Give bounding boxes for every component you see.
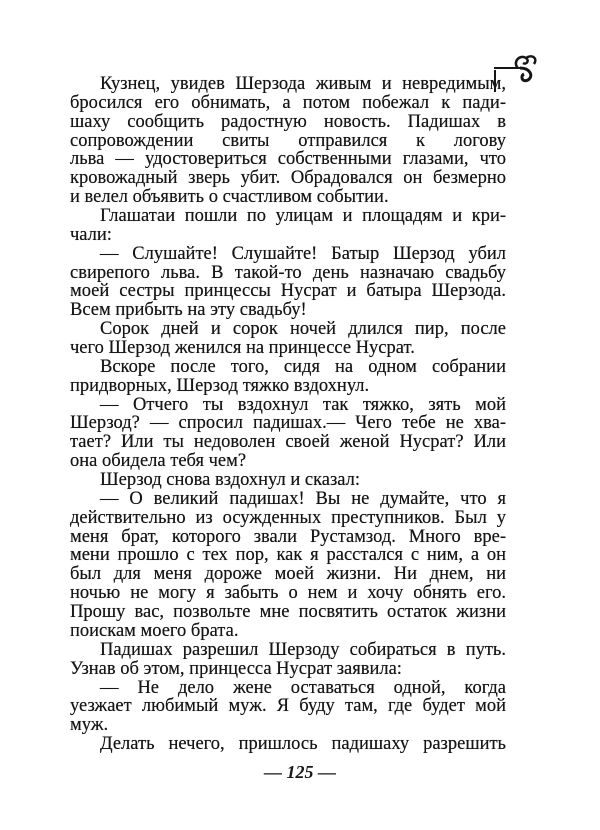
text-line: муж. — [70, 715, 109, 736]
paragraph — [70, 207, 506, 245]
text-line: был для меня дороже моей жизни. Ни днем, ни — [70, 564, 506, 585]
text-line: и велел объявить о счастливом событии. — [70, 187, 389, 208]
text-line: она обидела тебя чем? — [70, 451, 247, 472]
text-line: Глашатаи пошли по улицам и площадям и кри- — [100, 206, 506, 227]
text-line: чали: — [70, 224, 112, 245]
page-text — [70, 75, 506, 754]
text-line: Вскоре после того, сидя на одном собрании — [100, 356, 506, 377]
paragraph — [70, 471, 506, 490]
text-line: действительно из осужденных преступников. Был у — [70, 507, 506, 528]
text-line: уезжает любимый муж. Я буду там, где будет мой — [70, 696, 506, 717]
text-line: Падишах разрешил Шерзоду собираться в путь. — [100, 639, 506, 660]
text-line: Делать нечего, пришлось падишаху разрешить — [100, 734, 506, 755]
paragraph — [70, 75, 506, 207]
text-line: Всем прибыть на эту свадьбу! — [70, 300, 307, 321]
text-line: — О великий падишах! Вы не думайте, что я — [100, 488, 506, 509]
text-line: Шерзод? — спросил падишах.— Чего тебе не хва- — [70, 413, 506, 434]
text-line: Узнав об этом, принцесса Нусрат заявила: — [70, 658, 402, 679]
text-line: Шерзод снова вздохнул и сказал: — [100, 470, 361, 491]
text-line: поискам моего брата. — [70, 620, 239, 641]
paragraph — [70, 358, 506, 396]
text-line: Прошу вас, позвольте мне посвятить остаток жизни — [70, 602, 506, 623]
page-number: — 125 — — [264, 762, 336, 782]
text-line: бросился его обнимать, а потом побежал к пади- — [70, 92, 506, 113]
paragraph — [70, 490, 506, 641]
text-line: мени прошло с тех пор, как я расстался с ним, а он — [70, 545, 506, 566]
text-line: — Не дело жене оставаться одной, когда — [100, 677, 506, 698]
paragraph — [70, 245, 506, 320]
paragraph — [70, 735, 506, 754]
paragraph — [70, 320, 506, 358]
text-line: моей сестры принцессы Нусрат и батыра Шерзода. — [70, 281, 506, 302]
text-line: ночью не могу я забыть о нем и хочу обнять его. — [70, 583, 506, 604]
paragraph — [70, 396, 506, 471]
text-line: свирепого льва. В такой-то день назначаю свадьбу — [70, 262, 506, 283]
text-line: шаху сообщить радостную новость. Падишах в — [70, 111, 506, 132]
text-line: меня брат, которого звали Рустамзод. Много вре- — [70, 526, 506, 547]
text-line: сопровождении свиты отправился к логову — [70, 130, 506, 151]
text-line: Кузнец, увидев Шерзода живым и невредимым, — [100, 74, 506, 94]
paragraph — [70, 641, 506, 679]
text-line: кровожадный зверь убит. Обрадовался он безмерно — [70, 168, 506, 189]
text-line: Сорок дней и сорок ночей длился пир, после — [100, 319, 506, 340]
text-line: — Отчего ты вздохнул так тяжко, зять мой — [100, 394, 506, 415]
text-line: льва — удостовериться собственными глазами, что — [70, 149, 506, 170]
text-line: придворных, Шерзод тяжко вздохнул. — [70, 375, 370, 396]
text-line: тает? Или ты недоволен своей женой Нусрат? Или — [70, 432, 506, 453]
paragraph — [70, 679, 506, 736]
text-line: — Слушайте! Слушайте! Батыр Шерзод убил — [100, 243, 506, 264]
text-line: чего Шерзод женился на принцессе Нусрат. — [70, 338, 415, 359]
